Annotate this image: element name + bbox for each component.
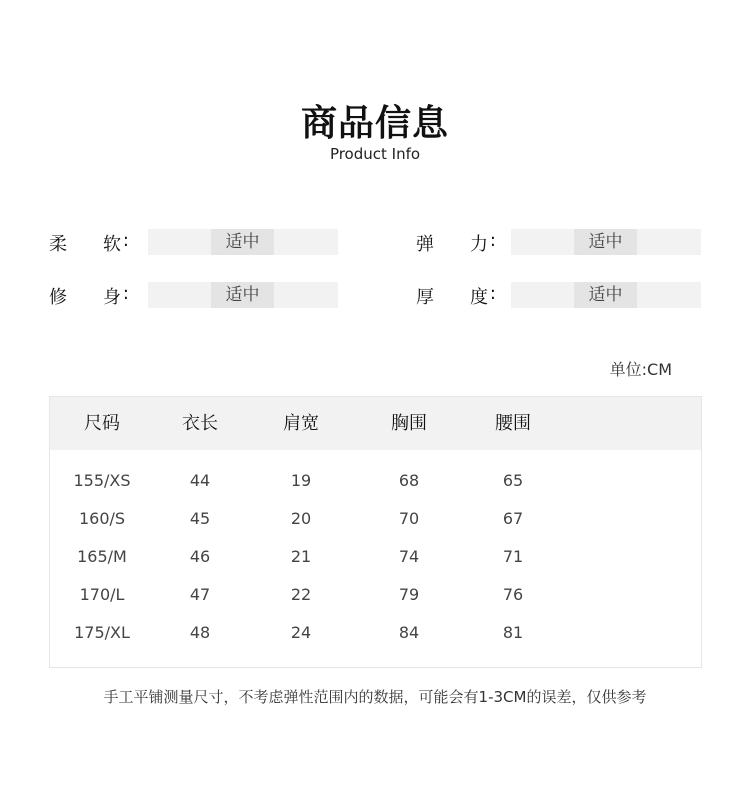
attribute-softness [49, 229, 337, 255]
table-cell: 71 [502, 547, 524, 566]
table-cell: 70 [398, 509, 420, 528]
column-header: 肩宽 [283, 413, 319, 434]
table-cell: 165/M [77, 547, 127, 566]
attribute-label-char: 身 [103, 287, 121, 308]
table-cell: 45 [189, 509, 211, 528]
attribute-colon: : [489, 283, 496, 304]
attribute-elasticity [416, 229, 702, 255]
table-row [50, 500, 701, 538]
attribute-rating-bar [511, 229, 701, 255]
attribute-rating-bar [148, 282, 338, 308]
table-cell: 44 [189, 471, 211, 490]
attribute-label-char: 弹 [416, 234, 434, 255]
table-cell: 79 [398, 585, 420, 604]
page-title: 商品信息 [300, 103, 449, 144]
table-cell: 21 [290, 547, 312, 566]
attribute-value: 适中 [211, 282, 274, 308]
column-header: 胸围 [391, 413, 427, 434]
page-subtitle: Product Info [329, 145, 421, 163]
attribute-fit [49, 282, 337, 308]
attribute-label-char: 柔 [49, 234, 67, 255]
attribute-thickness [416, 282, 702, 308]
table-cell: 67 [502, 509, 524, 528]
attribute-label-char: 力 [470, 234, 488, 255]
attribute-rating-bar [511, 282, 701, 308]
table-cell: 68 [398, 471, 420, 490]
attribute-value: 适中 [574, 229, 637, 255]
attribute-colon: : [489, 230, 496, 251]
attribute-colon: : [122, 283, 129, 304]
column-header: 腰围 [495, 413, 531, 434]
table-cell: 160/S [78, 509, 126, 528]
column-header: 衣长 [182, 413, 218, 434]
table-cell: 84 [398, 623, 420, 642]
attribute-label-char: 厚 [416, 287, 434, 308]
table-cell: 20 [290, 509, 312, 528]
table-cell: 19 [290, 471, 312, 490]
table-cell: 22 [290, 585, 312, 604]
table-cell: 81 [502, 623, 524, 642]
attribute-label-char: 软 [103, 234, 121, 255]
table-cell: 65 [502, 471, 524, 490]
attribute-label [416, 230, 496, 256]
table-cell: 74 [398, 547, 420, 566]
table-row [50, 614, 701, 652]
table-cell: 175/XL [74, 623, 130, 642]
table-cell: 47 [189, 585, 211, 604]
table-cell: 155/XS [73, 471, 131, 490]
attribute-label [416, 283, 496, 309]
table-cell: 24 [290, 623, 312, 642]
attribute-label-char: 修 [49, 287, 67, 308]
attribute-label-char: 度 [470, 287, 488, 308]
measurement-note: 手工平铺测量尺寸，不考虑弹性范围内的数据，可能会有1-3CM的误差，仅供参考 [103, 688, 647, 706]
attribute-label [49, 283, 129, 309]
attribute-rating-bar [148, 229, 338, 255]
size-table [49, 396, 702, 668]
table-cell: 48 [189, 623, 211, 642]
table-cell: 170/L [79, 585, 125, 604]
unit-label: 单位:CM [609, 360, 672, 379]
table-header [50, 397, 701, 450]
attribute-value: 适中 [574, 282, 637, 308]
column-header: 尺码 [84, 413, 120, 434]
table-cell: 46 [189, 547, 211, 566]
table-row [50, 538, 701, 576]
table-cell: 76 [502, 585, 524, 604]
attribute-colon: : [122, 230, 129, 251]
attribute-value: 适中 [211, 229, 274, 255]
table-row [50, 462, 701, 500]
table-row [50, 576, 701, 614]
attribute-label [49, 230, 129, 256]
